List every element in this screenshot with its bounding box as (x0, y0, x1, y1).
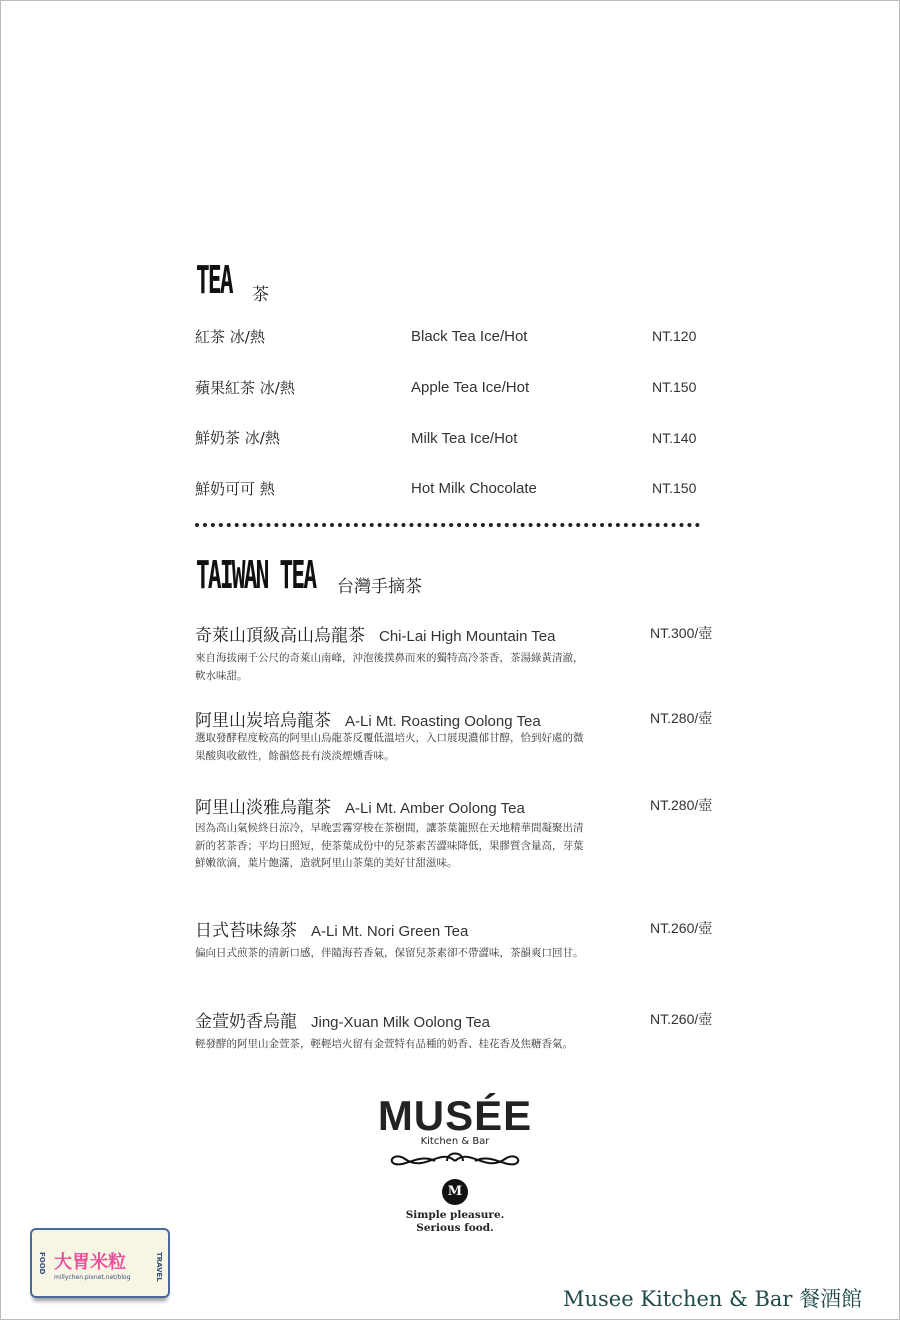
logo-name: MUSÉE (377, 1092, 533, 1139)
taiwan-tea-heading-zh: 台灣手摘茶 (337, 577, 422, 597)
musee-logo (340, 1092, 570, 1235)
item-price: NT.260/壺 (650, 1011, 713, 1027)
item-price: NT.280/壺 (650, 710, 713, 726)
item-description: 選取發酵程度較高的阿里山烏龍茶反覆低溫培火，入口展現濃郁甘醇，恰到好處的微果酸與收斂性，餘韻悠長有淡淡煙燻香味。 (195, 732, 584, 762)
tea-item-price: NT.140 (652, 430, 697, 446)
tea-item-zh: 鮮奶茶 冰/熱 (195, 429, 280, 447)
item-price: NT.260/壺 (650, 920, 713, 936)
item-name-zh: 日式苔味綠茶 (195, 921, 297, 941)
blog-watermark-stamp (30, 1228, 170, 1298)
logo-tagline: Simple pleasure. (405, 1209, 505, 1221)
item-description: 來自海拔兩千公尺的奇萊山南峰，沖泡後撲鼻而來的獨特高冷茶香，茶湯綠黃清澈，軟水味甜。 (195, 652, 584, 682)
taiwan-tea-heading: TAIWAN TEA (196, 553, 316, 597)
stamp-left: FOOD (38, 1252, 46, 1275)
item-name-zh: 奇萊山頂級高山烏龍茶 (195, 626, 365, 646)
tea-item-zh: 紅茶 冰/熱 (195, 328, 265, 346)
item-description: 偏向日式煎茶的清新口感，伴隨海苔香氣，保留兒茶素卻不帶澀味，茶韻爽口回甘。 (195, 947, 584, 959)
item-name-en: Chi-Lai High Mountain Tea (379, 628, 556, 645)
stamp-title: 大胃米粒 (54, 1252, 126, 1273)
tea-heading-zh: 茶 (252, 285, 269, 305)
menu-item (195, 916, 468, 941)
item-name-zh: 阿里山淡雅烏龍茶 (195, 798, 331, 818)
item-name-en: A-Li Mt. Roasting Oolong Tea (345, 713, 541, 730)
tea-item-en: Hot Milk Chocolate (411, 480, 537, 497)
item-name-zh: 金萱奶香烏龍 (195, 1012, 297, 1032)
item-price: NT.280/壺 (650, 797, 713, 813)
logo-subtitle: Kitchen & Bar (420, 1136, 490, 1147)
tea-item-en: Black Tea Ice/Hot (411, 328, 528, 345)
tea-item-price: NT.120 (652, 328, 697, 344)
stamp-url: millychen.pixnet.net/blog (54, 1274, 131, 1281)
tea-item-zh: 蘋果紅茶 冰/熱 (195, 379, 295, 397)
ornament-icon (385, 1147, 525, 1173)
item-price: NT.300/壺 (650, 625, 713, 641)
item-name-en: Jing-Xuan Milk Oolong Tea (311, 1014, 490, 1031)
tea-item-zh: 鮮奶可可 熱 (195, 480, 275, 498)
stamp-right: TRAVEL (155, 1252, 163, 1282)
menu-item (195, 621, 556, 646)
item-name-en: A-Li Mt. Amber Oolong Tea (345, 800, 525, 817)
item-description: 輕發酵的阿里山金萱茶，輕輕培火留有金萱特有品種的奶香、桂花香及焦糖香氣。 (195, 1038, 573, 1050)
menu-item (195, 793, 525, 818)
tea-item-price: NT.150 (652, 480, 697, 496)
item-name-en: A-Li Mt. Nori Green Tea (311, 923, 469, 940)
logo-tagline: Serious food. (416, 1222, 494, 1234)
item-name-zh: 阿里山炭培烏龍茶 (195, 711, 331, 731)
dotted-divider (195, 523, 700, 527)
tea-item-price: NT.150 (652, 379, 697, 395)
menu-item (195, 706, 541, 731)
menu-item (195, 1007, 490, 1032)
tea-item-en: Milk Tea Ice/Hot (411, 430, 518, 447)
footer-caption: Musee Kitchen & Bar 餐酒館 (563, 1287, 863, 1311)
item-description: 因為高山氣候終日涼冷，早晚雲霧穿梭在茶樹間，讓茶葉籠照在天地精華間凝聚出清新的茗茶香；平均日照短，使茶葉成份中的兒茶素苦澀味降低，果膠質含量高，芽葉鮮嫩欲滴，葉片飽滿，造就阿里山茶葉的美好甘甜滋味。 (195, 822, 584, 869)
tea-heading: TEA (196, 258, 232, 302)
logo-badge: M (442, 1179, 468, 1205)
tea-item-en: Apple Tea Ice/Hot (411, 379, 530, 396)
